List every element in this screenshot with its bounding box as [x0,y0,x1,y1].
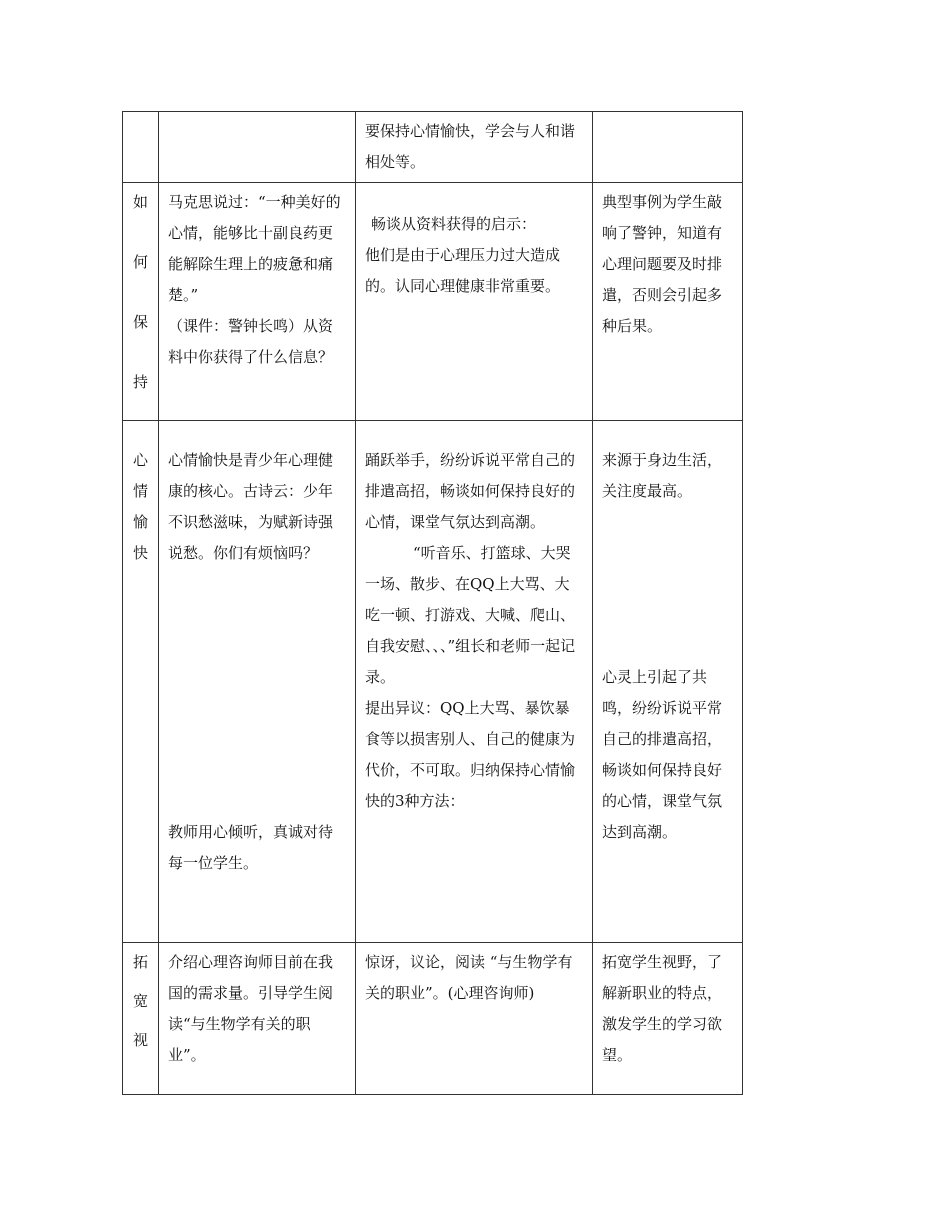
student-text: 提出异议：QQ上大骂、暴饮暴食等以损害别人、自己的健康为代价，不可取。归纳保持心情愉快的3种方法： [365,699,576,810]
design-intent-cell [593,183,743,421]
section-label-char: 愉 [132,513,148,531]
section-label-char: 何 [132,253,148,271]
section-cell [123,183,159,421]
teacher-text: 教师用心倾听，真诚对待每一位学生。 [168,823,334,872]
section-label-char: 保 [132,313,148,331]
intent-text: 拓宽学生视野，了解新职业的特点，激发学生的学习欲望。 [602,953,723,1064]
table-row [123,183,743,421]
teacher-text: 心情愉快是青少年心理健康的核心。古诗云：少年不识愁滋味，为赋新诗强说愁。你们有烦恼吗？ [168,451,334,562]
teacher-text: 马克思说过：“一种美好的心情，能够比十副良药更能解除生理上的疲惫和痛楚。” [168,193,341,304]
teacher-activity-cell [159,421,356,943]
student-activity-cell [356,421,593,943]
design-intent-cell [593,421,743,943]
student-activity-cell [356,943,593,1095]
student-text: 畅谈从资料获得的启示： [371,215,537,233]
section-label-char: 持 [132,373,148,391]
table-row [123,112,743,183]
section-label-char: 视 [132,1031,148,1049]
teacher-text: 介绍心理咨询师目前在我国的需求量。引导学生阅读“与生物学有关的职业”。 [168,953,334,1064]
table-row [123,943,743,1095]
section-label-char: 快 [132,544,148,562]
student-activity-cell [356,112,593,183]
student-text: 要保持心情愉快，学会与人和谐相处等。 [365,122,576,171]
student-text: 他们是由于心理压力过大造成的。认同心理健康非常重要。 [365,246,561,295]
intent-text: 典型事例为学生敲响了警钟，知道有心理问题要及时排遣，否则会引起多种后果。 [602,193,723,335]
student-activity-cell [356,183,593,421]
section-cell [123,943,159,1095]
section-cell [123,112,159,183]
design-intent-cell [593,112,743,183]
section-label-char: 如 [132,193,148,211]
intent-text: 来源于身边生活，关注度最高。 [602,451,723,500]
teacher-text: （课件：警钟长鸣）从资料中你获得了什么信息？ [168,317,334,366]
lesson-plan-table [122,111,743,1095]
section-label-char: 情 [132,482,148,500]
intent-text: 心灵上引起了共鸣，纷纷诉说平常自己的排遣高招，畅谈如何保持良好的心情，课堂气氛达到高潮。 [602,668,723,841]
teacher-activity-cell [159,183,356,421]
table-row [123,421,743,943]
section-label-char: 宽 [132,992,148,1010]
design-intent-cell [593,943,743,1095]
student-text: 踊跃举手，纷纷诉说平常自己的排遣高招，畅谈如何保持良好的心情，课堂气氛达到高潮。 [365,451,576,531]
teacher-activity-cell [159,943,356,1095]
section-label-char: 心 [132,451,148,469]
teacher-activity-cell [159,112,356,183]
student-text: “听音乐、打篮球、大哭一场、散步、在QQ上大骂、大吃一顿、打游戏、大喊、爬山、自我安慰、、、”组长和老师一起记录。 [365,544,576,686]
student-text: 惊讶，议论，阅读 “与生物学有关的职业”。(心理咨询师) [365,953,573,1002]
section-cell [123,421,159,943]
section-label-char: 拓 [132,953,148,971]
